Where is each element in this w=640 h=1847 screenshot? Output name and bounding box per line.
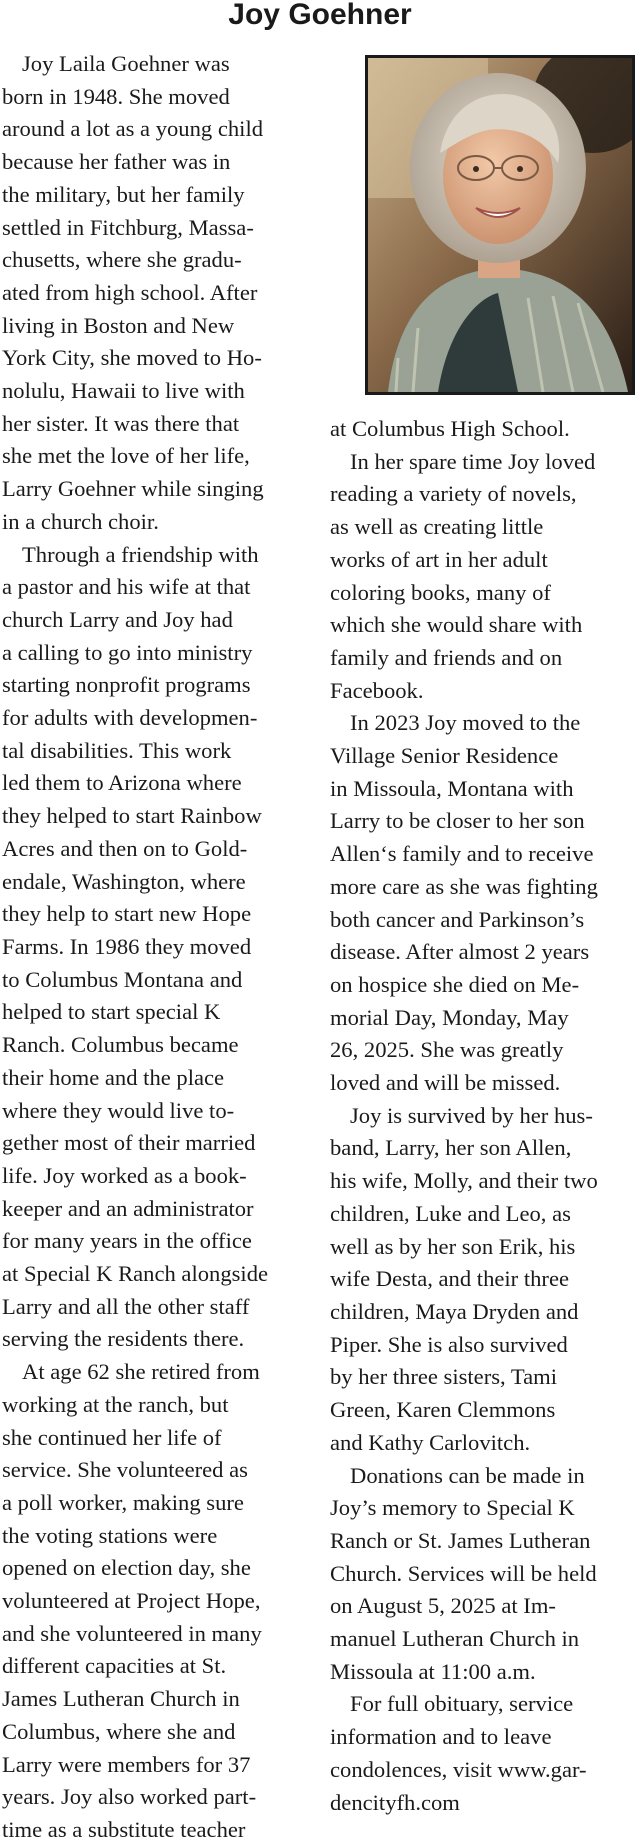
text-line: the military, but her family xyxy=(2,181,245,207)
text-line: Larry Goehner while singing xyxy=(2,476,264,502)
text-line: coloring books, many of xyxy=(330,579,551,605)
text-line: on hospice she died on Me- xyxy=(330,971,580,997)
portrait-illustration xyxy=(368,58,632,392)
text-line: information and to leave xyxy=(330,1724,552,1750)
text-line: family and friends and on xyxy=(330,644,563,670)
text-line: by her three sisters, Tami xyxy=(330,1364,558,1390)
text-line: service. She volunteered as xyxy=(2,1457,248,1483)
text-line: different capacities at St. xyxy=(2,1653,227,1679)
text-line: dencityfh.com xyxy=(330,1789,460,1815)
text-line: gether most of their married xyxy=(2,1130,256,1156)
text-line: working at the ranch, but xyxy=(2,1391,229,1417)
text-line: a pastor and his wife at that xyxy=(2,574,251,600)
text-line: York City, she moved to Ho- xyxy=(2,345,262,371)
obituary-title: Joy Goehner xyxy=(228,0,412,31)
text-line: Church. Services will be held xyxy=(330,1560,597,1586)
text-line: led them to Arizona where xyxy=(2,770,242,796)
text-line: settled in Fitchburg, Massa- xyxy=(2,214,254,240)
text-line: volunteered at Project Hope, xyxy=(2,1588,261,1614)
text-line: at Columbus High School. xyxy=(330,416,570,441)
text-line: loved and will be missed. xyxy=(330,1070,561,1096)
text-line: Farms. In 1986 they moved xyxy=(2,933,252,959)
text-line: and she volunteered in many xyxy=(2,1620,262,1646)
text-line: more care as she was fighting xyxy=(330,873,598,899)
text-line: her sister. It was there that xyxy=(2,410,240,436)
text-line: their home and the place xyxy=(2,1064,225,1090)
text-line: condolences, visit www.gar- xyxy=(330,1756,587,1782)
portrait-photo xyxy=(365,55,635,395)
text-line: works of art in her adult xyxy=(330,546,548,572)
text-line: serving the residents there. xyxy=(2,1326,245,1352)
text-line: Donations can be made in xyxy=(350,1462,585,1488)
text-line: around a lot as a young child xyxy=(2,116,264,142)
text-line: the voting stations were xyxy=(2,1522,218,1548)
text-line: nolulu, Hawaii to live with xyxy=(2,378,245,404)
text-line: a calling to go into ministry xyxy=(2,639,253,665)
text-line: children, Maya Dryden and xyxy=(330,1298,579,1324)
text-line: manuel Lutheran Church in xyxy=(330,1626,580,1652)
text-line: where they would live to- xyxy=(2,1097,235,1123)
text-line: Acres and then on to Gold- xyxy=(2,835,248,861)
text-line: Columbus, where she and xyxy=(2,1718,236,1744)
text-line: in Missoula, Montana with xyxy=(330,775,574,801)
text-line: Ranch. Columbus became xyxy=(2,1032,239,1058)
text-line: Larry to be closer to her son xyxy=(330,808,585,834)
text-line: she continued her life of xyxy=(2,1424,222,1450)
text-line: they help to start new Hope xyxy=(2,901,252,927)
text-line: reading a variety of novels, xyxy=(330,481,577,507)
text-line: opened on election day, she xyxy=(2,1555,251,1581)
text-line: and Kathy Carlovitch. xyxy=(330,1429,531,1455)
text-line: for many years in the office xyxy=(2,1228,252,1254)
text-line: Joy Laila Goehner was xyxy=(22,51,230,76)
text-line: Larry and all the other staff xyxy=(2,1293,250,1319)
text-line: wife Desta, and their three xyxy=(330,1266,570,1292)
text-line: both cancer and Parkinson’s xyxy=(330,906,585,932)
text-line: church Larry and Joy had xyxy=(2,606,233,632)
text-line: well as by her son Erik, his xyxy=(330,1233,576,1259)
text-line: years. Joy also worked part- xyxy=(2,1784,257,1810)
text-line: for adults with developmen- xyxy=(2,705,258,731)
text-line: to Columbus Montana and xyxy=(2,966,243,992)
text-line: children, Luke and Leo, as xyxy=(330,1200,571,1226)
text-line: Facebook. xyxy=(330,677,424,703)
text-line: starting nonprofit programs xyxy=(2,672,251,698)
text-line: 26, 2025. She was greatly xyxy=(330,1037,564,1063)
text-line: on August 5, 2025 at Im- xyxy=(330,1593,556,1619)
text-line: Piper. She is also survived xyxy=(330,1331,568,1357)
text-line: keeper and an administrator xyxy=(2,1195,254,1221)
text-line: they helped to start Rainbow xyxy=(2,803,262,829)
obituary-column-left xyxy=(2,48,310,1847)
text-line: Allen‘s family and to receive xyxy=(330,841,594,867)
text-line: Larry were members for 37 xyxy=(2,1751,251,1777)
text-line: In 2023 Joy moved to the xyxy=(350,710,581,736)
text-line: Missoula at 11:00 a.m. xyxy=(330,1658,536,1684)
text-line: helped to start special K xyxy=(2,999,221,1025)
text-line: In her spare time Joy loved xyxy=(350,448,596,474)
text-line: morial Day, Monday, May xyxy=(330,1004,569,1030)
text-line: disease. After almost 2 years xyxy=(330,939,590,965)
text-line: as well as creating little xyxy=(330,514,544,540)
text-line: tal disabilities. This work xyxy=(2,737,232,763)
obituary-column-right xyxy=(330,413,640,1819)
text-line: band, Larry, her son Allen, xyxy=(330,1135,572,1161)
text-line: living in Boston and New xyxy=(2,312,235,338)
text-line: life. Joy worked as a book- xyxy=(2,1162,247,1188)
text-line: endale, Washington, where xyxy=(2,868,246,894)
text-line: chusetts, where she gradu- xyxy=(2,247,242,273)
text-line: James Lutheran Church in xyxy=(2,1686,240,1712)
text-line: in a church choir. xyxy=(2,508,159,534)
text-line: Joy is survived by her hus- xyxy=(350,1102,593,1128)
text-line: his wife, Molly, and their two xyxy=(330,1168,598,1194)
text-line: at Special K Ranch alongside xyxy=(2,1261,269,1287)
text-line: because her father was in xyxy=(2,149,231,175)
text-line: time as a substitute teacher xyxy=(2,1816,246,1842)
text-line: Green, Karen Clemmons xyxy=(330,1397,556,1423)
text-line: which she would share with xyxy=(330,612,583,638)
text-line: For full obituary, service xyxy=(350,1691,574,1717)
text-line: a poll worker, making sure xyxy=(2,1489,244,1515)
text-line: ated from high school. After xyxy=(2,279,258,305)
text-line: born in 1948. She moved xyxy=(2,83,230,109)
text-line: Through a friendship with xyxy=(22,541,259,567)
text-line: Village Senior Residence xyxy=(330,743,559,769)
text-line: At age 62 she retired from xyxy=(22,1359,260,1385)
text-line: she met the love of her life, xyxy=(2,443,250,469)
text-line: Joy’s memory to Special K xyxy=(330,1495,575,1521)
text-line: Ranch or St. James Lutheran xyxy=(330,1527,591,1553)
